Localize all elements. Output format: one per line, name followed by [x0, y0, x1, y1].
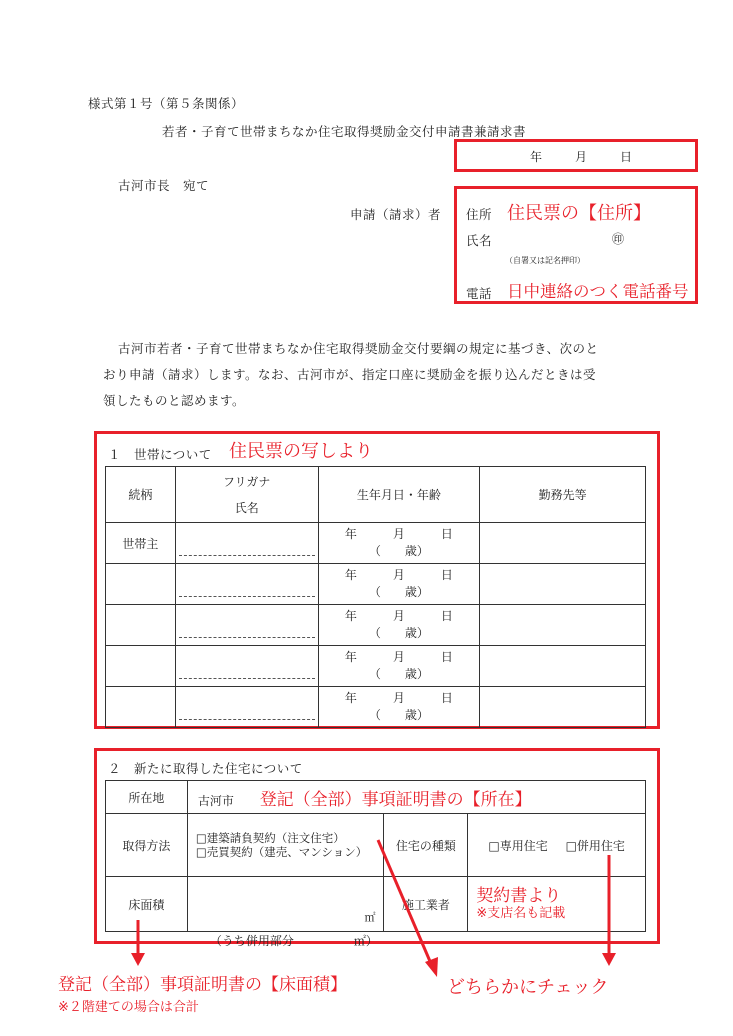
header-furigana: フリガナ: [223, 474, 271, 489]
check-note: どちらかにチェック: [447, 977, 609, 998]
date-month: 月: [575, 150, 588, 164]
acquisition-label: 取得方法: [106, 814, 188, 877]
birth-ymd: 年 月 日: [344, 650, 453, 664]
location-label: 所在地: [106, 781, 188, 814]
form-title: 若者・子育て世帯まちなか住宅取得奨励金交付申請書兼請求書: [162, 124, 527, 139]
birth-age: （ 歳）: [368, 544, 429, 558]
address-note: 住民票の【住所】: [507, 203, 651, 224]
form-number: 様式第１号（第５条関係）: [88, 96, 245, 111]
floor-note2: ※２階建ての場合は合計: [58, 1000, 199, 1015]
signature-note: （自署又は記名押印）: [505, 256, 585, 265]
location-note: 登記（全部）事項証明書の【所在】: [259, 789, 532, 810]
builder-note2: ※支店名も記載: [476, 906, 566, 921]
birth-ymd: 年 月 日: [344, 609, 453, 623]
type-option-combined[interactable]: □併用住宅: [565, 838, 625, 853]
header-birth: 生年月日・年齢: [318, 467, 480, 523]
birth-ymd: 年 月 日: [344, 527, 453, 541]
applicant-label: 申請（請求）者: [350, 207, 442, 222]
body-line-2: おり申請（請求）します。なお、古河市が、指定口座に奨励金を振り込んだときは受: [103, 367, 597, 382]
phone-label: 電話: [466, 286, 493, 301]
floor-arrow-head: [131, 953, 145, 966]
floor-unit: ㎡: [364, 911, 376, 924]
builder-label: 施工業者: [384, 877, 468, 932]
date-day: 日: [620, 150, 633, 164]
floor-sub: （うち併用部分 ㎡）: [209, 934, 378, 948]
name-label: 氏名: [466, 233, 493, 248]
birth-age: （ 歳）: [368, 585, 429, 599]
birth-age: （ 歳）: [368, 708, 429, 722]
floor-note: 登記（全部）事項証明書の【床面積】: [58, 975, 347, 995]
body-line-1: 古河市若者・子育て世帯まちなか住宅取得奨励金交付要綱の規定に基づき、次のと: [118, 341, 599, 356]
floor-label: 床面積: [106, 877, 188, 932]
address-label: 住所: [466, 207, 493, 222]
birth-age: （ 歳）: [368, 626, 429, 640]
date-year: 年: [530, 150, 543, 164]
section2-heading: ２ 新たに取得した住宅について: [108, 761, 303, 776]
relation-cell[interactable]: 世帯主: [106, 523, 176, 564]
acquisition-option-order[interactable]: □建築請負契約（注文住宅）: [195, 831, 345, 845]
location-value: 古河市: [197, 793, 234, 808]
section1-note: 住民票の写しより: [229, 441, 373, 462]
check-arrow-head: [425, 957, 438, 977]
type-label: 住宅の種類: [384, 814, 468, 877]
addressee: 古河市長 宛て: [118, 178, 210, 193]
body-line-3: 領したものと認めます。: [103, 393, 246, 408]
header-relation: 続柄: [106, 467, 176, 523]
birth-age: （ 歳）: [368, 667, 429, 681]
type-option-dedicated[interactable]: □専用住宅: [488, 838, 548, 853]
birth-ymd: 年 月 日: [344, 691, 453, 705]
acquisition-option-sale[interactable]: □売買契約（建売、マンション）: [195, 845, 368, 859]
seal-mark: ㊞: [612, 232, 625, 246]
builder-note: 契約書より: [476, 886, 562, 906]
type-arrow-head: [602, 953, 616, 966]
header-name: 氏名: [234, 500, 259, 515]
birth-ymd: 年 月 日: [344, 568, 453, 582]
header-workplace: 勤務先等: [480, 467, 646, 523]
phone-note: 日中連絡のつく電話番号: [507, 282, 689, 301]
check-arrow-line: [378, 840, 432, 966]
section1-heading: １ 世帯について: [108, 447, 212, 462]
